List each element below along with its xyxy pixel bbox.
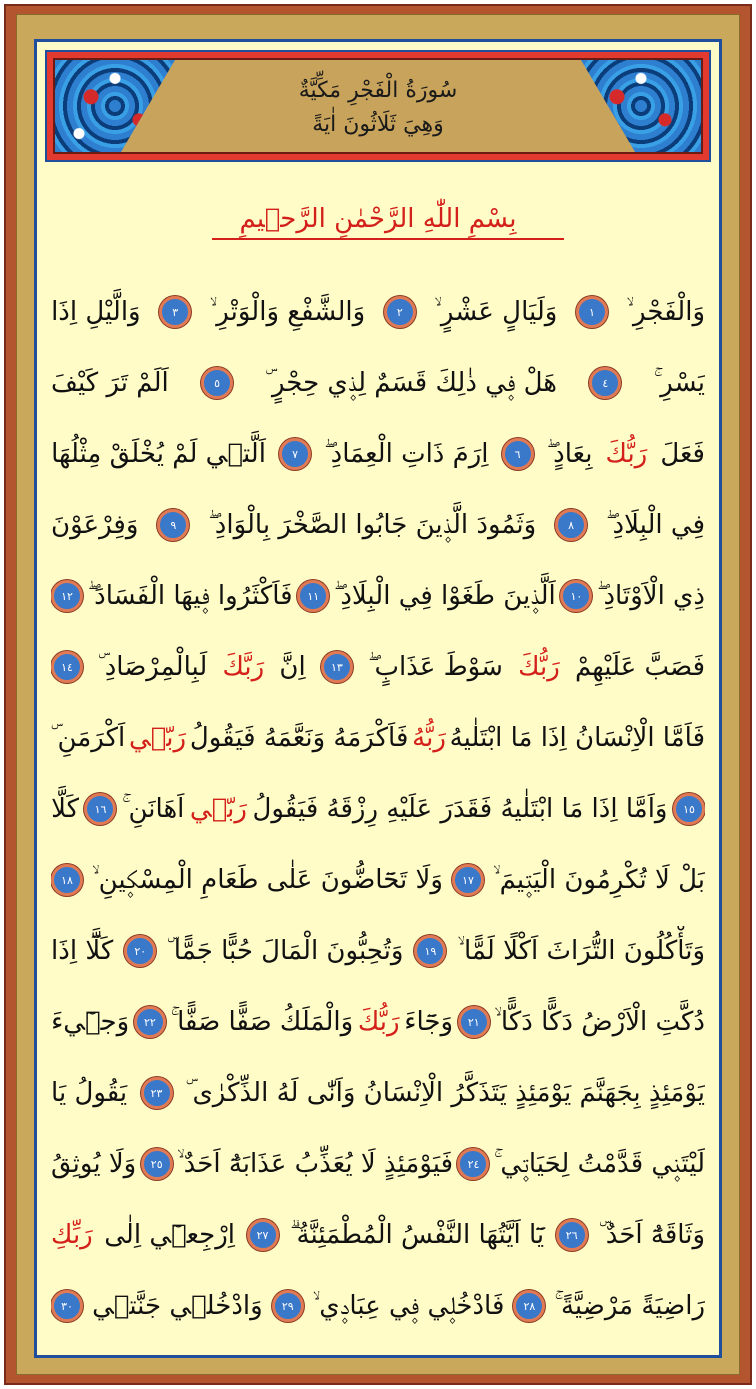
- verse-text: وَالَّيْلِ اِذَا: [51, 297, 141, 327]
- verse-text: يَٓا اَيَّتُهَا النَّفْسُ الْمُطْمَئِنَّةُ ۗ: [290, 1220, 545, 1250]
- ayah-number-marker: ٢٧: [247, 1219, 279, 1251]
- verse-text: يَقُولُ يَا: [51, 1078, 128, 1108]
- ayah-number-marker: ٣: [159, 296, 191, 328]
- verse-text: اَلَّت۪ي لَمْ يُخْلَقْ مِثْلُهَا: [51, 439, 266, 469]
- ornament-right-icon: [581, 60, 701, 152]
- divine-name-text: رَبَّكَ: [222, 652, 265, 682]
- gold-border: [16, 14, 740, 1375]
- ayah-number-marker: ٤: [589, 367, 621, 399]
- verse-text: اَكْرَمَنِ ۜ: [51, 723, 126, 753]
- ayah-number-marker: ٢٨: [513, 1290, 545, 1322]
- verse-text: يَوْمَئِذٍ بِجَهَنَّمَ يَوْمَئِذٍ يَتَذَكَّرُ الْاِنْسَانُ وَاَنّٰى لَهُ الذِّكْرٰى ۜ: [185, 1078, 705, 1108]
- verse-text: لَبِالْمِرْصَادِ ۜ: [98, 652, 208, 682]
- verse-text: وَلَا تَحَٓاضُّونَ عَلٰى طَعَامِ الْمِسْك۪ينِ ۙ: [92, 865, 443, 895]
- divine-name-text: رَبُّكَ: [605, 439, 648, 469]
- ayah-number-marker: ٦: [502, 438, 534, 470]
- verse-text: بِعَادٍ ۖ: [546, 439, 593, 469]
- surah-verse-count: وَهِيَ ثَلَاثُونَ اٰيَةً: [312, 112, 444, 137]
- verse-line: [51, 571, 705, 621]
- ayah-number-marker: ٢١: [458, 1006, 490, 1038]
- verse-text: سَوْطَ عَذَابٍ ۖ: [368, 652, 503, 682]
- verse-text: فَادْخُل۪ي ف۪ي عِبَاد۪ي ۙ: [312, 1291, 505, 1321]
- verse-text: اِنَّ: [279, 652, 306, 682]
- ayah-number-marker: ٣٠: [51, 1290, 83, 1322]
- verse-line: [51, 1281, 705, 1331]
- verse-text: رَاضِيَةً مَرْضِيَّةً ۚ: [554, 1291, 705, 1321]
- verse-text: فِي الْبِلَادِ ۖ: [606, 510, 705, 540]
- verse-line: [51, 287, 705, 337]
- divine-name-text: رَبِّكِ: [51, 1220, 93, 1250]
- ayah-number-marker: ٢٠: [124, 935, 156, 967]
- verse-text: اَلَّذ۪ينَ طَغَوْا فِي الْبِلَادِ ۖ: [333, 581, 556, 611]
- verse-line: [51, 784, 705, 834]
- verse-text: وَلَا يُوثِقُ: [51, 1149, 137, 1179]
- verse-text: اَهَانَنِ ۚ: [122, 794, 185, 824]
- verse-text: كَلَّا: [51, 794, 79, 824]
- ayah-number-marker: ٨: [555, 509, 587, 541]
- verse-line: [51, 1068, 705, 1118]
- verse-line: [51, 429, 705, 479]
- ayah-number-marker: ٢: [384, 296, 416, 328]
- ayah-number-marker: ١١: [297, 580, 329, 612]
- ayah-number-marker: ١٣: [321, 651, 353, 683]
- ayah-number-marker: ٢٢: [134, 1006, 166, 1038]
- ornament-left-icon: [55, 60, 175, 152]
- surah-title: سُورَةُ الْفَجْرِ مَكِّيَّةٌ: [298, 78, 458, 103]
- ayah-number-marker: ١٦: [84, 793, 116, 825]
- verse-text: هَلْ ف۪ي ذٰلِكَ قَسَمٌ لِذ۪ي حِجْرٍ ۜ: [265, 368, 558, 398]
- divine-name-text: رَبّ۪ي: [189, 794, 247, 824]
- ayah-number-marker: ١٥: [673, 793, 705, 825]
- verse-text: بَلْ لَا تُكْرِمُونَ الْيَت۪يمَ ۙ: [493, 865, 705, 895]
- verse-text: وَتُحِبُّونَ الْمَالَ حُبًّا جَمًّا ۜ: [167, 936, 404, 966]
- ayah-number-marker: ٢٣: [141, 1077, 173, 1109]
- verse-text: وَادْخُل۪ي جَنَّت۪ي: [92, 1291, 263, 1321]
- verse-text: فَاَمَّا الْاِنْسَانُ اِذَا مَا ابْتَلٰيهُ: [449, 723, 705, 753]
- verse-text: وَج۪ٓيءَ: [51, 1007, 130, 1037]
- ayah-number-marker: ٧: [279, 438, 311, 470]
- verse-text: ذِي الْاَوْتَادِ ۖ: [596, 581, 705, 611]
- basmala-underline: [212, 238, 564, 240]
- ayah-number-marker: ٩: [157, 509, 189, 541]
- divine-name-text: رَبُّكَ: [518, 652, 560, 682]
- verse-text: اِرْجِع۪ٓي اِلٰى: [104, 1220, 236, 1250]
- ayah-number-marker: ١٧: [452, 864, 484, 896]
- ayah-number-marker: ٢٥: [141, 1148, 173, 1180]
- verse-line: [51, 997, 705, 1047]
- page-frame: [4, 4, 752, 1385]
- verse-text: اَلَمْ تَرَ كَيْفَ: [51, 368, 169, 398]
- verse-text: اِرَمَ ذَاتِ الْعِمَادِ ۖ: [324, 439, 489, 469]
- ayah-number-marker: ٢٤: [457, 1148, 489, 1180]
- verse-text: فَصَبَّ عَلَيْهِمْ: [574, 652, 705, 682]
- verse-text: كَلَّٓا اِذَا: [51, 936, 114, 966]
- ayah-number-marker: ٢٩: [272, 1290, 304, 1322]
- text-panel: [34, 39, 722, 1358]
- ayah-number-marker: ١٩: [414, 935, 446, 967]
- verse-text: وَثَمُودَ الَّذ۪ينَ جَابُوا الصَّخْرَ بِالْوَادِ ۖ: [208, 510, 537, 540]
- verse-line: [51, 1139, 705, 1189]
- verse-text: لَيْتَن۪ي قَدَّمْتُ لِحَيَات۪ي ۚ: [493, 1149, 705, 1179]
- verse-line: [51, 926, 705, 976]
- surah-header-inner: [53, 58, 703, 154]
- surah-header: [45, 50, 711, 162]
- ayah-number-marker: ١٢: [51, 580, 83, 612]
- verse-text: وَالشَّفْعِ وَالْوَتْرِ ۙ: [209, 297, 366, 327]
- verse-text: وَتَأْكُلُونَ التُّرَاثَ اَكْلًا لَمًّا ۙ: [457, 936, 705, 966]
- verse-text: وَلَيَالٍ عَشْرٍ ۙ: [434, 297, 558, 327]
- verse-text: وَفِرْعَوْنَ: [51, 510, 139, 540]
- ayah-number-marker: ١٨: [51, 864, 83, 896]
- divine-name-text: رَبّ۪ي: [128, 723, 187, 753]
- verse-line: [51, 500, 705, 550]
- verse-line: [51, 713, 705, 763]
- ayah-number-marker: ١٤: [51, 651, 83, 683]
- verse-text: فَيَوْمَئِذٍ لَا يُعَذِّبُ عَذَابَهُٓ اَحَدٌ ۙ: [177, 1149, 454, 1179]
- divine-name-text: رَبُّهُ: [412, 723, 446, 753]
- verse-line: [51, 1210, 705, 1260]
- verse-text: يَسْرِ ۚ: [653, 368, 705, 398]
- verse-text: دُكَّتِ الْاَرْضُ دَكًّا دَكًّا ۙ: [494, 1007, 705, 1037]
- verse-text: وَالْمَلَكُ صَفًّا صَفًّا ۚ: [170, 1007, 354, 1037]
- basmala: بِسْمِ اللّٰهِ الرَّحْمٰنِ الرَّح۪يمِ: [239, 204, 517, 234]
- ayah-number-marker: ١٠: [560, 580, 592, 612]
- ayah-number-marker: ٥: [201, 367, 233, 399]
- verse-text: وَالْفَجْرِ ۙ: [626, 297, 705, 327]
- verse-line: [51, 855, 705, 905]
- divine-name-text: رَبُّكَ: [357, 1007, 400, 1037]
- verse-text: فَاَكْرَمَهُ وَنَعَّمَهُ فَيَقُولُ: [189, 723, 409, 753]
- verse-text: فَعَلَ: [660, 439, 705, 469]
- verse-line: [51, 358, 705, 408]
- verse-text: وَجَٓاءَ: [404, 1007, 454, 1037]
- ayah-number-marker: ٢٦: [556, 1219, 588, 1251]
- verse-text: فَاَكْثَرُوا ف۪يهَا الْفَسَادَ ۖ: [87, 581, 293, 611]
- verse-line: [51, 642, 705, 692]
- verse-text: وَاَمَّا اِذَا مَا ابْتَلٰيهُ فَقَدَرَ عَلَيْهِ رِزْقَهُ فَيَقُولُ: [252, 794, 668, 824]
- ayah-number-marker: ١: [576, 296, 608, 328]
- verse-text: وَثَاقَهُٓ اَحَدٌ ۜ: [599, 1220, 705, 1250]
